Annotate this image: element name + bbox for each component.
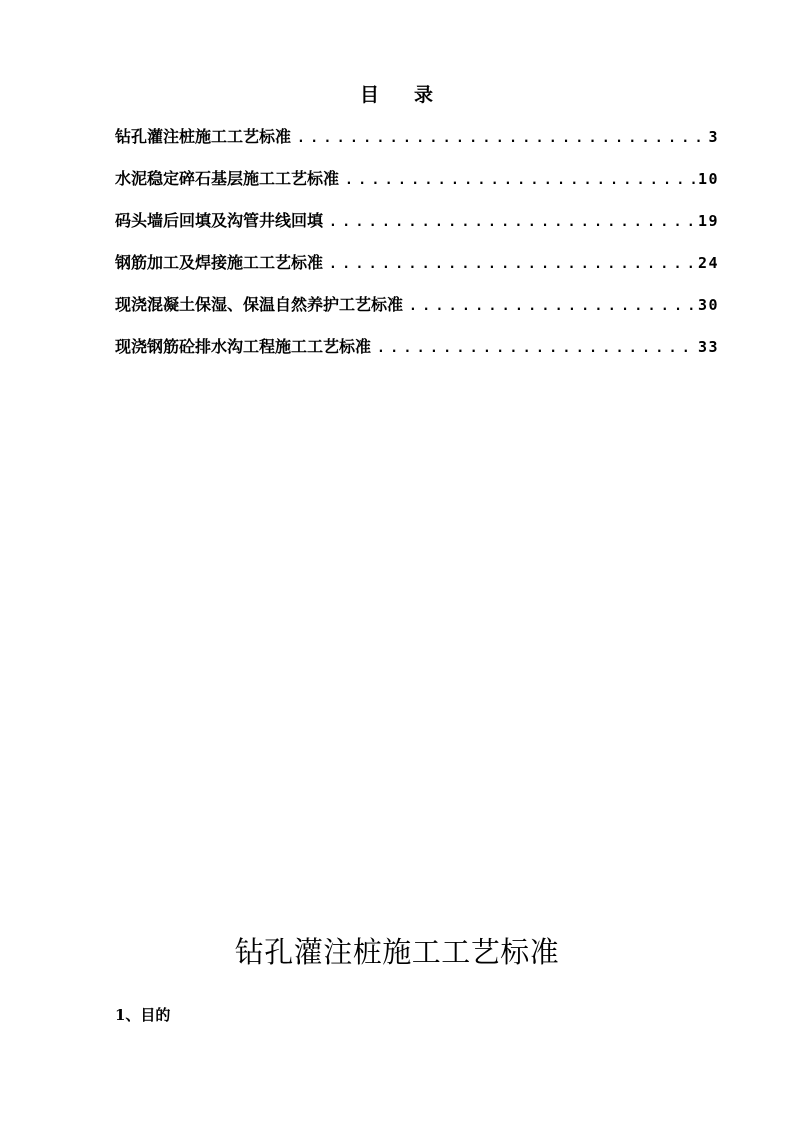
toc-dot-leader: [377, 341, 695, 356]
toc-entry-label: 钻孔灌注桩施工工艺标准: [115, 127, 292, 146]
toc-entry[interactable]: [115, 292, 719, 334]
toc-dot-leader: [329, 257, 695, 272]
toc-entry-page: 19: [697, 212, 719, 230]
section-title: 钻孔灌注桩施工工艺标准: [234, 935, 560, 969]
table-of-contents: [115, 124, 719, 376]
toc-entry-page: 33: [697, 338, 719, 356]
toc-dot-leader: [345, 173, 695, 188]
toc-title-left: 目: [359, 84, 380, 106]
toc-entry[interactable]: [115, 124, 719, 166]
section-heading: 1、目的: [115, 1006, 171, 1024]
toc-dot-leader: [409, 299, 695, 314]
toc-entry-label: 钢筋加工及焊接施工工艺标准: [115, 253, 324, 272]
toc-entry-label: 现浇钢筋砼排水沟工程施工工艺标准: [115, 337, 372, 356]
toc-title-right: 录: [414, 84, 435, 106]
toc-entry-page: 10: [697, 170, 719, 188]
toc-entry[interactable]: [115, 166, 719, 208]
toc-entry-label: 现浇混凝土保湿、保温自然养护工艺标准: [115, 295, 404, 314]
toc-entry[interactable]: [115, 250, 719, 292]
toc-entry-page: 3: [708, 128, 719, 146]
toc-entry-label: 码头墙后回填及沟管井线回填: [115, 211, 324, 230]
toc-entry-page: 30: [697, 296, 719, 314]
toc-entry[interactable]: [115, 208, 719, 250]
toc-title: [0, 80, 794, 107]
toc-entry-label: 水泥稳定碎石基层施工工艺标准: [115, 169, 340, 188]
toc-entry-page: 24: [697, 254, 719, 272]
toc-entry[interactable]: [115, 334, 719, 376]
toc-dot-leader: [329, 215, 695, 230]
toc-dot-leader: [297, 131, 705, 146]
